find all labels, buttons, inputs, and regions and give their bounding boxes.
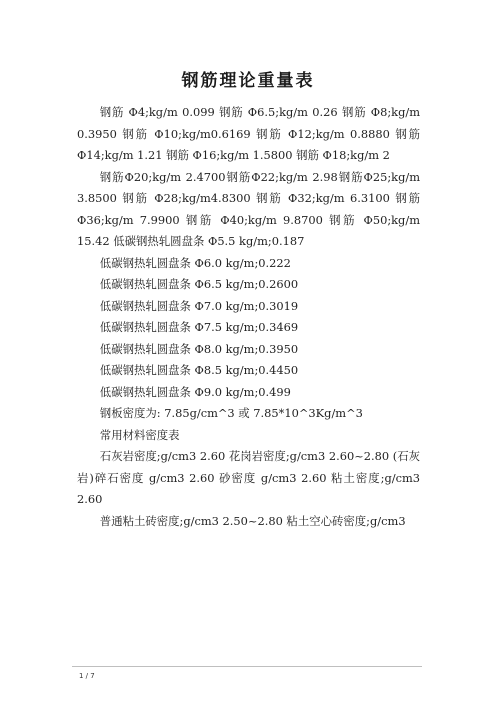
footer-divider bbox=[72, 666, 422, 667]
paragraph-rebar-weights-1: 钢筋 Φ4;kg/m 0.099 钢筋 Φ6.5;kg/m 0.26 钢筋 Φ8;kg/m 0.3950 钢筋 Φ10;kg/m0.6169 钢筋 Φ12;kg/m 0.8880 钢筋 Φ14;kg/m 1.21 钢筋 Φ16;kg/m 1.5800 钢筋 Φ18;kg/m 2 bbox=[77, 105, 420, 162]
page-number: 1 / 7 bbox=[79, 672, 95, 680]
paragraph-steel-density: 钢板密度为: 7.85g/cm^3 或 7.85*10^3Kg/m^3 bbox=[99, 406, 363, 420]
paragraph-stone-densities: 石灰岩密度;g/cm3 2.60 花岗岩密度;g/cm3 2.60~2.80 (石灰岩)碎石密度 g/cm3 2.60 砂密度 g/cm3 2.60 粘土密度;g/cm3 2.60 bbox=[77, 449, 420, 506]
paragraph-wire-rod-6-0: 低碳钢热轧圆盘条 Φ6.0 kg/m;0.222 bbox=[99, 255, 291, 270]
paragraph-rebar-weights-2: 钢筋Φ20;kg/m 2.4700钢筋Φ22;kg/m 2.98钢筋Φ25;kg/m 3.8500 钢筋 Φ28;kg/m4.8300 钢筋 Φ32;kg/m 6.3100 钢筋 Φ36;kg/m 7.9900 钢筋 Φ40;kg/m 9.8700 钢筋 Φ50;kg/m 15.42 低碳钢热轧圆盘条 Φ5.5 kg/m;0.187 bbox=[77, 169, 420, 248]
paragraph-wire-rod-8-0: 低碳钢热轧圆盘条 Φ8.0 kg/m;0.3950 bbox=[99, 341, 299, 356]
paragraph-brick-densities: 普通粘土砖密度;g/cm3 2.50~2.80 粘土空心砖密度;g/cm3 bbox=[99, 513, 406, 528]
paragraph-wire-rod-7-0: 低碳钢热轧圆盘条 Φ7.0 kg/m;0.3019 bbox=[99, 298, 299, 313]
paragraph-wire-rod-6-5: 低碳钢热轧圆盘条 Φ6.5 kg/m;0.2600 bbox=[99, 277, 299, 291]
paragraph-wire-rod-9-0: 低碳钢热轧圆盘条 Φ9.0 kg/m;0.499 bbox=[99, 384, 291, 399]
paragraph-wire-rod-7-5: 低碳钢热轧圆盘条 Φ7.5 kg/m;0.3469 bbox=[99, 320, 299, 334]
paragraph-material-density-heading: 常用材料密度表 bbox=[99, 427, 180, 442]
document-body bbox=[77, 102, 420, 532]
page-title: 钢筋理论重量表 bbox=[181, 71, 315, 91]
paragraph-wire-rod-8-5: 低碳钢热轧圆盘条 Φ8.5 kg/m;0.4450 bbox=[99, 363, 299, 377]
